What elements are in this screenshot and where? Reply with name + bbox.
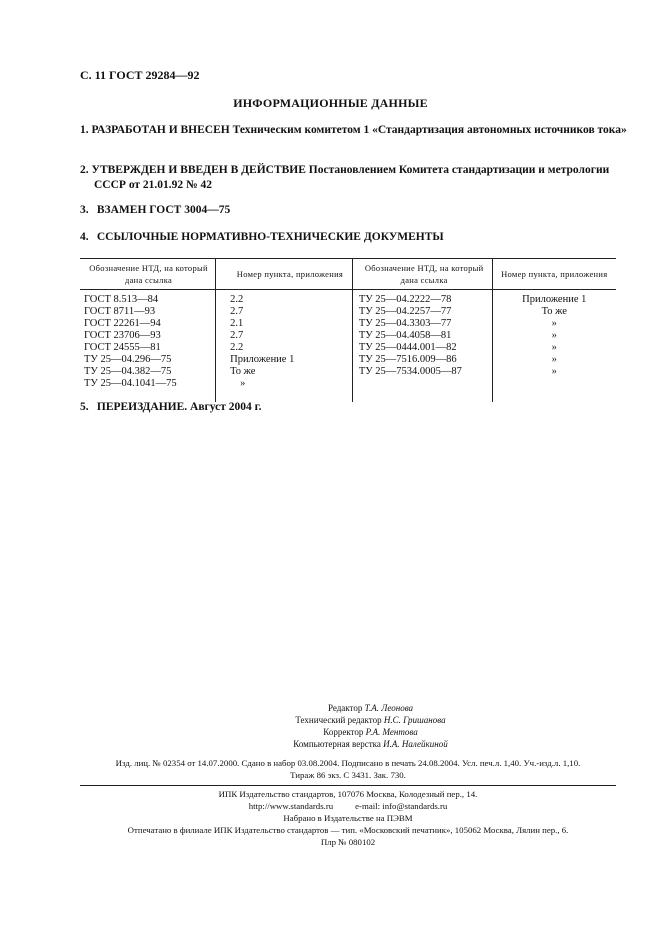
publisher-line: ИПК Издательство стандартов, 107076 Москва, Колодезный пер., 14.: [218, 789, 478, 799]
credit-name: Т.А. Леонова: [364, 703, 414, 713]
ref-cell: »: [551, 354, 557, 365]
page-header: С. 11 ГОСТ 29284—92: [80, 68, 200, 82]
doc-cell: ТУ 25—7534.0005—87: [358, 366, 462, 377]
credit-tech-editor: [80, 714, 661, 726]
credit-label: Компьютерная верстка: [293, 739, 384, 749]
column-header-ref-right: Номер пункта, приложения: [492, 259, 616, 290]
section-title: ИНФОРМАЦИОННЫЕ ДАННЫЕ: [233, 96, 428, 110]
publisher-line: Набрано в Издательстве на ПЭВМ: [283, 813, 413, 823]
item-developed: [80, 123, 634, 138]
ref-left-column: [216, 290, 353, 403]
doc-right-column: [352, 290, 492, 403]
doc-cell: ТУ 25—04.296—75: [84, 354, 172, 365]
ref-cell: 2.7: [230, 306, 244, 317]
item-reissue: [80, 400, 620, 415]
ref-cell: »: [551, 330, 557, 341]
column-header-doc-right: Обозначение НТД, на который дана ссылка: [352, 259, 492, 290]
doc-cell: ТУ 25—04.1041—75: [84, 378, 177, 389]
doc-cell: ТУ 25—04.2222—78: [358, 294, 452, 305]
ref-cell: 2.2: [230, 342, 244, 353]
doc-cell: ГОСТ 24555—81: [84, 342, 161, 353]
table-body-row: [80, 290, 616, 403]
ref-cell: То же: [541, 306, 567, 317]
item-number: 2.: [80, 164, 89, 176]
item-number: 5.: [80, 401, 89, 413]
credit-label: Редактор: [327, 703, 365, 713]
ref-right-column: [492, 290, 616, 403]
doc-left-column: [80, 290, 216, 403]
credit-corrector: [80, 726, 661, 738]
ref-cell: Приложение 1: [522, 294, 587, 305]
credit-layout: [80, 738, 661, 750]
references-table: [80, 258, 616, 402]
doc-cell: ГОСТ 23706—93: [84, 330, 161, 341]
item-number: 1.: [80, 124, 89, 136]
doc-cell: ТУ 25—0444.001—82: [358, 342, 457, 353]
ref-cell: »: [240, 378, 246, 389]
ref-cell: Приложение 1: [230, 354, 295, 365]
ref-cell: 2.1: [230, 318, 244, 329]
doc-cell: ТУ 25—7516.009—86: [358, 354, 457, 365]
publication-line: Изд. лиц. № 02354 от 14.07.2000. Сдано в набор 03.08.2004. Подписано в печать 24.08.2004. Усл. печ.л. 1,40. Уч.-изд.л. 1,10.: [115, 758, 581, 768]
item-caption: ССЫЛОЧНЫЕ НОРМАТИВНО-ТЕХНИЧЕСКИЕ ДОКУМЕНТЫ: [96, 231, 444, 243]
doc-cell: ГОСТ 22261—94: [84, 318, 161, 329]
credit-editor: [80, 702, 661, 714]
item-approved: [80, 163, 634, 193]
ref-cell: 2.7: [230, 330, 244, 341]
credit-name: Н.С. Гришанова: [383, 715, 446, 725]
credit-label: Корректор: [323, 727, 366, 737]
item-caption: ВЗАМЕН ГОСТ 3004—75: [96, 204, 231, 216]
doc-cell: ГОСТ 8.513—84: [84, 294, 159, 305]
publication-line: Тираж 86 экз. С 3431. Зак. 730.: [290, 770, 406, 780]
divider: [80, 785, 616, 786]
item-replaces: [80, 203, 620, 218]
column-header-ref-left: Номер пункта, приложения: [216, 259, 353, 290]
item-number: 4.: [80, 231, 89, 243]
publisher-info: [78, 788, 618, 848]
ref-cell: »: [551, 366, 557, 377]
credit-name: Р.А. Ментова: [365, 727, 418, 737]
doc-cell: ТУ 25—04.2257—77: [358, 306, 452, 317]
ref-cell: »: [551, 342, 557, 353]
credit-label: Технический редактор: [295, 715, 384, 725]
ref-cell: »: [551, 318, 557, 329]
credit-name: И.А. Налейкиной: [383, 739, 448, 749]
doc-cell: ГОСТ 8711—93: [84, 306, 156, 317]
item-references: [80, 230, 620, 245]
publisher-site: http://www.standards.ru: [248, 801, 334, 811]
publisher-contacts: [78, 800, 618, 812]
ref-cell: То же: [230, 366, 256, 377]
item-caption: УТВЕРЖДЕН И ВВЕДЕН В ДЕЙСТВИЕ: [91, 164, 306, 176]
publication-info: [78, 757, 618, 781]
editorial-credits: [0, 702, 661, 750]
doc-cell: ТУ 25—04.4058—81: [358, 330, 452, 341]
column-header-doc-left: Обозначение НТД, на который дана ссылка: [80, 259, 216, 290]
publisher-email: e-mail: info@standards.ru: [355, 801, 448, 811]
item-caption: ПЕРЕИЗДАНИЕ. Август 2004 г.: [96, 401, 262, 413]
doc-cell: ТУ 25—04.382—75: [84, 366, 172, 377]
table-header-row: [80, 259, 616, 290]
item-text: Постановлением Комитета стандартизации и метрологии СССР от 21.01.92 № 42: [94, 164, 610, 191]
publisher-line: Плр № 080102: [320, 837, 376, 847]
doc-cell: ТУ 25—04.3303—77: [358, 318, 452, 329]
item-number: 3.: [80, 204, 89, 216]
ref-cell: 2.2: [230, 294, 244, 305]
publisher-line: Отпечатано в филиале ИПК Издательство стандартов — тип. «Московский печатник», 105062 Москва, Лялин пер., 6.: [127, 825, 569, 835]
item-text: Техническим комитетом 1 «Стандартизация автономных источников тока»: [229, 124, 627, 136]
item-caption: РАЗРАБОТАН И ВНЕСЕН: [91, 124, 230, 136]
